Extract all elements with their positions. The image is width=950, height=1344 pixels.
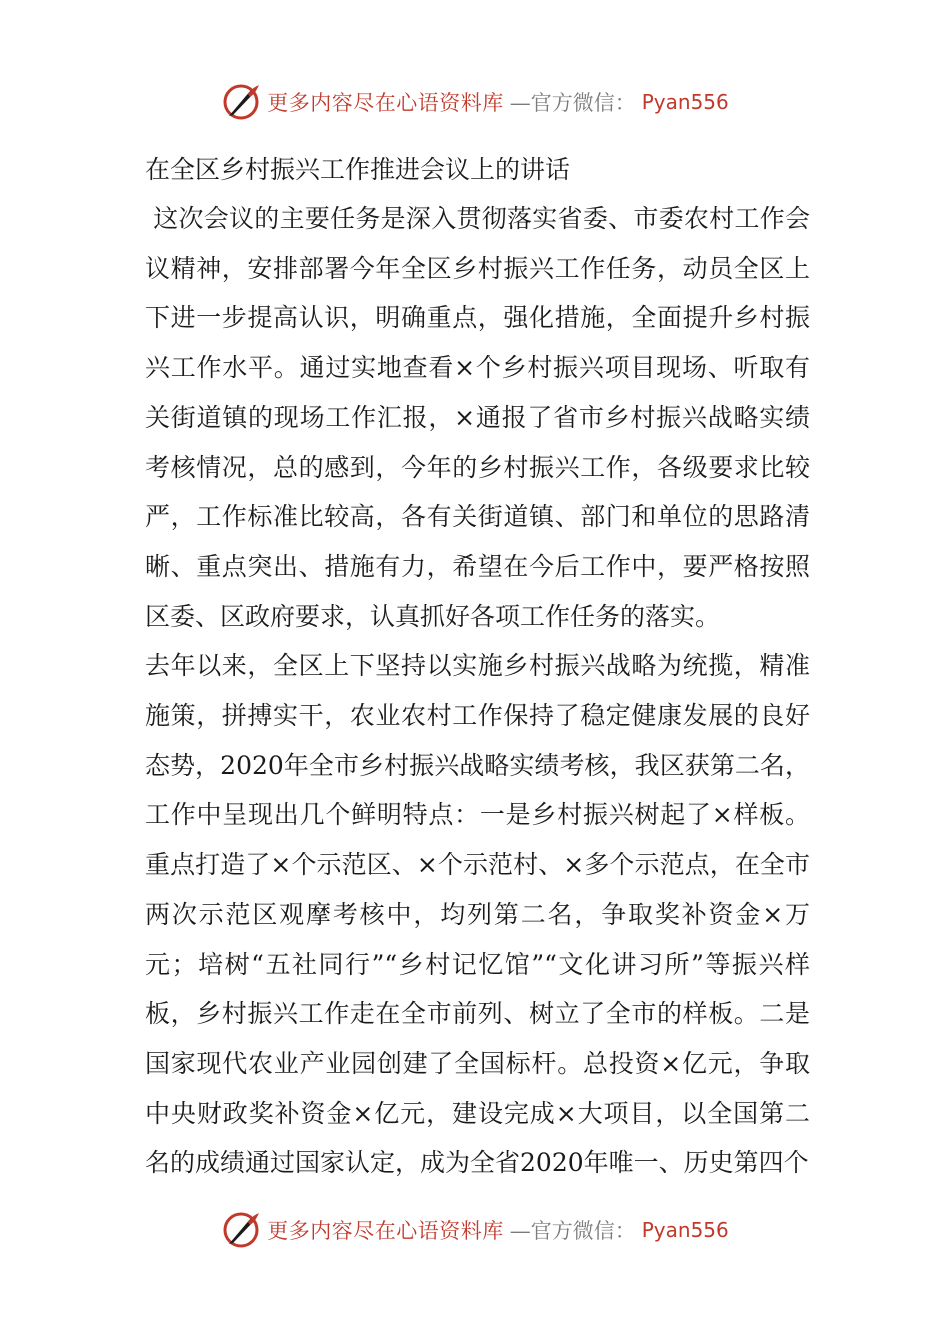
banner-wechat-id: Pyan556 <box>641 90 729 114</box>
quill-pen-icon <box>221 1210 261 1250</box>
banner-separator: —官方微信： <box>509 91 636 115</box>
banner-wechat-id: Pyan556 <box>641 1218 729 1242</box>
banner-separator: —官方微信： <box>509 1219 636 1243</box>
quill-pen-icon <box>221 82 261 122</box>
document-title: 在全区乡村振兴工作推进会议上的讲话 <box>145 155 571 184</box>
paragraph: 去年以来，全区上下坚持以实施乡村振兴战略为统揽，精准施策，拼搏实干，农业农村工作保持了稳定健康发展的良好态势，2020年全市乡村振兴战略实绩考核，我区获第二名，工作中呈现出几个鲜明特点：一是乡村振兴树起了×样板。重点打造了×个示范区、×个示范村、×多个示范点，在全市两次示范区观摩考核中，均列第二名，争取奖补资金×万元；培树“五社同行”“乡村记忆馆”“文化讲习所”等振兴样板，乡村振兴工作走在全市前列、树立了全市的样板。二是国家现代农业产业园创建了全国标杆。总投资×亿元，争取中央财政奖补资金×亿元，建设完成×大项目，以全国第二名的成绩通过国家认定，成为全省2020年唯一、历史第四个 <box>145 651 810 1178</box>
header-banner <box>0 80 950 124</box>
paragraph: 这次会议的主要任务是深入贯彻落实省委、市委农村工作会议精神，安排部署今年全区乡村振兴工作任务，动员全区上下进一步提高认识，明确重点，强化措施，全面提升乡村振兴工作水平。通过实地查看×个乡村振兴项目现场、听取有关街道镇的现场工作汇报，×通报了省市乡村振兴战略实绩考核情况，总的感到，今年的乡村振兴工作，各级要求比较严，工作标准比较高，各有关街道镇、部门和单位的思路清晰、重点突出、措施有力，希望在今后工作中，要严格按照区委、区政府要求，认真抓好各项工作任务的落实。 <box>145 204 810 631</box>
banner-slogan: 更多内容尽在心语资料库 <box>267 91 504 115</box>
footer-banner <box>0 1208 950 1252</box>
banner-slogan: 更多内容尽在心语资料库 <box>267 1219 504 1243</box>
document-body <box>145 146 810 1188</box>
